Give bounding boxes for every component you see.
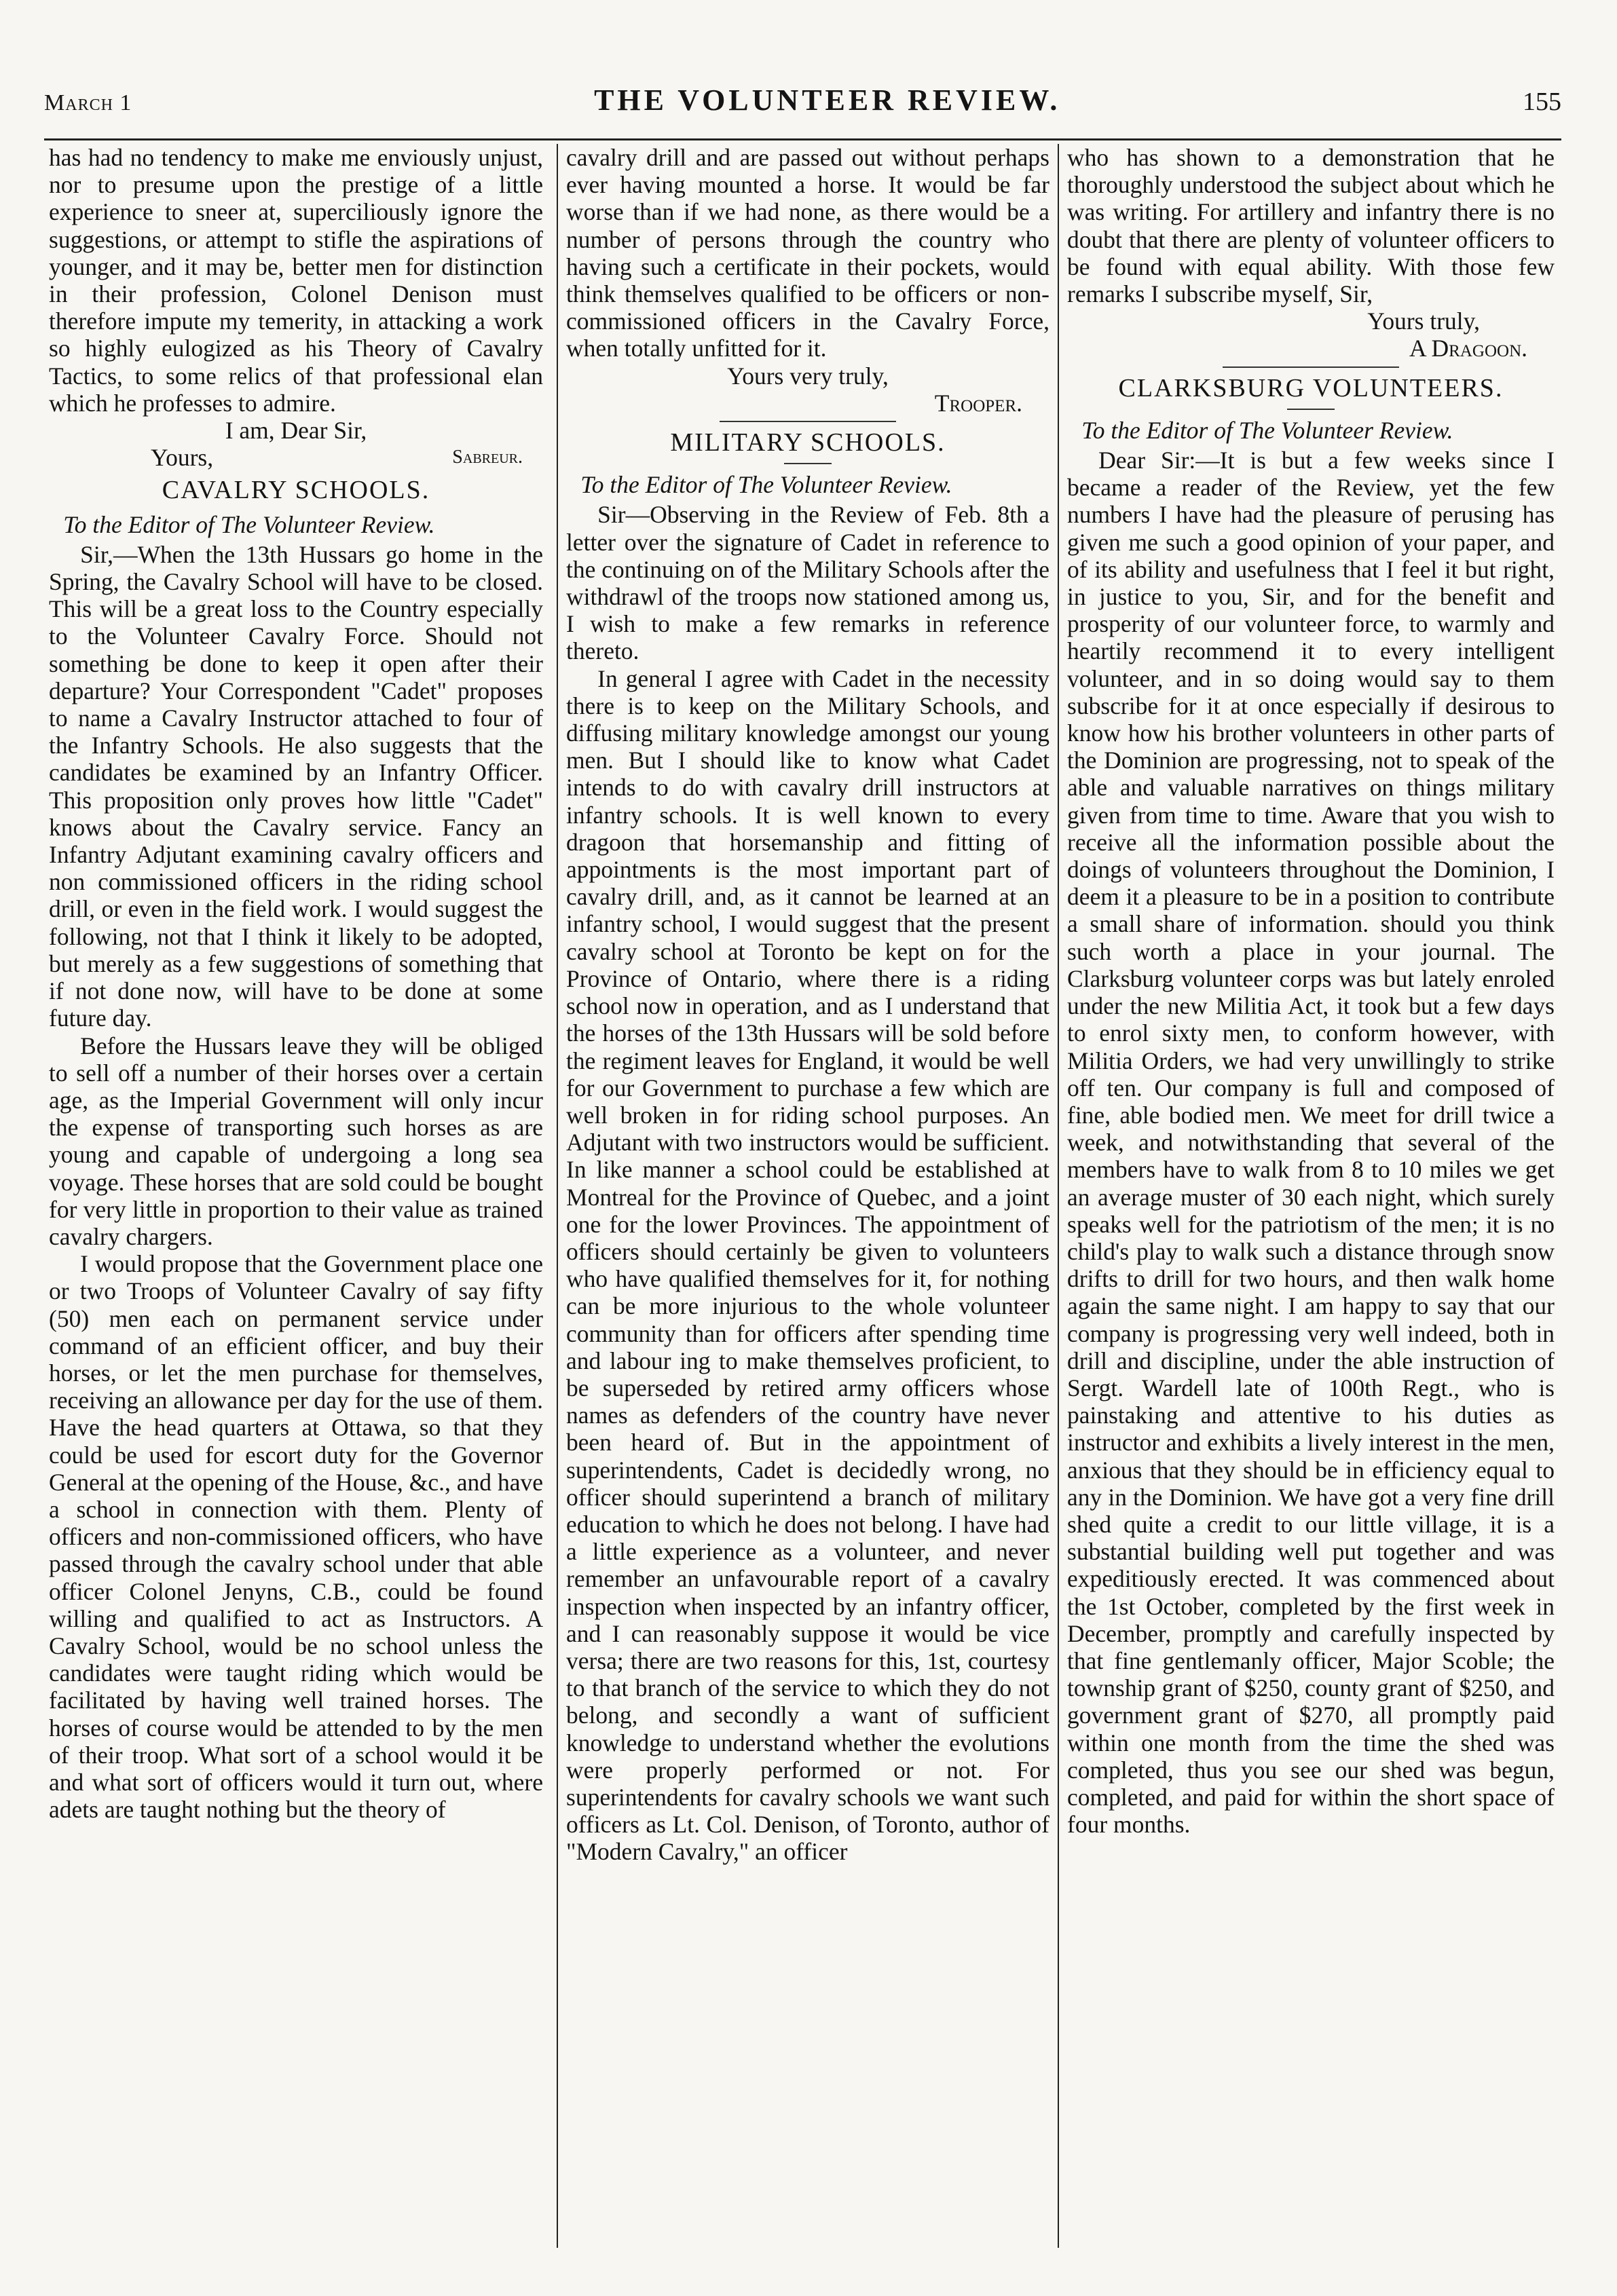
section-rule [1223, 366, 1399, 368]
column-2 [566, 144, 1049, 2268]
signature-line [49, 444, 543, 471]
paragraph: Sir,—When the 13th Hussars go home in the Spring, the Cavalry School will have to be closed. This will be a great loss to the Country especially to the Volunteer Cavalry Force. Should not something be done to keep it open after their departure? Your Correspondent "Cadet" proposes to name a Cavalry Instructor attached to four of the Infantry Schools. He also suggests that the candidates be examined by an Infantry Officer. This proposition only proves how little "Cadet" knows about the Cavalry service. Fancy an Infantry Adjutant examining cavalry officers and non commissioned officers in the riding school drill, or even in the field work. I would suggest the following, not that I think it likely to be adopted, but merely as a few suggestions of something that if not done now, will have to be done at some future day. [49, 540, 543, 1032]
column-3 [1067, 144, 1555, 2268]
article-title: MILITARY SCHOOLS. [670, 428, 946, 457]
column-1 [49, 144, 543, 2268]
masthead: THE VOLUNTEER REVIEW. [594, 83, 1061, 117]
section-rule [720, 421, 896, 422]
header-rule [44, 138, 1561, 140]
to-editor-line: To the Editor of The Volunteer Review. [580, 471, 952, 499]
page-number: 155 [1523, 88, 1561, 116]
closing-line: Yours truly, [1367, 307, 1480, 335]
column-divider [557, 144, 558, 2248]
section-rule [784, 463, 832, 464]
issue-date: March 1 [44, 90, 132, 115]
column-divider [1058, 144, 1059, 2248]
paragraph: who has shown to a demonstration that he thoroughly understood the subject about which he was writing. For artillery and infantry there is no doubt that there are plenty of volunteer officers to be found with equal ability. With those few remarks I subscribe myself, Sir, [1067, 144, 1555, 308]
to-editor-line: To the Editor of The Volunteer Review. [1081, 416, 1453, 444]
paragraph: cavalry drill and are passed out without perhaps ever having mounted a horse. It would be far worse than if we had none, as there would be a number of persons through the country who having such a certificate in their pockets, would think themselves qualified to be officers or non-commissioned officers in the Cavalry Force, when totally unfitted for it. [566, 144, 1049, 362]
closing-line: Yours, [151, 444, 214, 472]
closing-line: Yours very truly, [727, 362, 889, 390]
paragraph: Before the Hussars leave they will be obliged to sell off a number of their horses over a certain age, as the Imperial Government will only incur the expense of transporting such horses as are young and capable of undergoing a long sea voyage. These horses that are sold could be bought for very little in proportion to their value as trained cavalry chargers. [49, 1032, 543, 1250]
paragraph: In general I agree with Cadet in the necessity there is to keep on the Military Schools, and diffusing military knowledge amongst our young men. But I should like to know what Cadet intends to do with cavalry drill instructors at infantry schools. It is well known to every dragoon that horsemanship and fitting of appointments is the most important part of cavalry drill, and, as it cannot be learned at an infantry school, I would suggest that the present cavalry school at Toronto be kept on for the Province of Ontario, where there is a riding school now in operation, and as I understand that the horses of the 13th Hussars will be sold before the regiment leaves for England, it would be well for our Government to purchase a few which are well broken in for riding school purposes. An Adjutant with two instructors would be sufficient. In like manner a school could be established at Montreal for the Province of Quebec, and a joint one for the lower Provinces. The appointment of officers should certainly be given to volunteers who have qualified themselves for it, for nothing can be more injurious to the whole volunteer community than for officers after spending time and labour ing to make themselves proficient, to be superseded by retired army officers whose names as defenders of the country have never been heard of. But in the appointment of superintendents, Cadet is decidedly wrong, no officer should superintend a branch of military education to which he does not belong. I have had a little experience as a volunteer, and never remember an unfavourable report of a cavalry inspection when inspected by an infantry officer, and I can reasonably suppose it would be vice versa; there are two reasons for this, 1st, courtesy to that branch of the service to which they do not belong, and secondly a want of sufficient knowledge to understand whether the evolutions were properly performed or not. For superintendents for cavalry schools we want such officers as Lt. Col. Denison, of Toronto, author of "Modern Cavalry," an officer [566, 664, 1049, 1866]
page-header [44, 83, 1561, 137]
paragraph: has had no tendency to make me enviously unjust, nor to presume upon the prestige of a little experience to sneer at, superciliously ignore the suggestions, or attempt to stifle the aspirations of younger, and it may be, better men for distinction in their profession, Colonel Denison must therefore impute my temerity, in attacking a work so highly eulogized as his Theory of Cavalry Tactics, to some relics of that professional elan which he professes to admire. [49, 144, 543, 417]
article-title: CLARKSBURG VOLUNTEERS. [1118, 373, 1504, 402]
paragraph: Sir—Observing in the Review of Feb. 8th a letter over the signature of Cadet in reference to the continuing on of the Military Schools after the withdrawl of the troops now stationed among us, I wish to make a few remarks in reference thereto. [566, 501, 1049, 665]
signature: A Dragoon. [1409, 335, 1527, 362]
paragraph: I would propose that the Government place one or two Troops of Volunteer Cavalry of say fifty (50) men each on permanent service under command of an efficient officer, and buy their horses, or let the men purchase for themselves, receiving an allowance per day for the use of them. Have the head quarters at Ottawa, so that they could be used for escort duty for the Governor General at the opening of the House, &c., and have a school in connection with them. Plenty of officers and non-commissioned officers, who have passed through the cavalry school under that able officer Colonel Jenyns, C.B., could be found willing and qualified to act as Instructors. A Cavalry School, would be no school unless the candidates were taught riding which would be facilitated by having well trained horses. The horses of course would be attended to by the men of their troop. What sort of a school would it be and what sort of officers would it turn out, where adets are taught nothing but the theory of [49, 1250, 543, 1824]
paragraph: Dear Sir:—It is but a few weeks since I became a reader of the Review, yet the few numbers I have had the pleasure of perusing has given me such a good opinion of your paper, and of its ability and usefulness that I feel it but right, in justice to you, Sir, and for the benefit and prosperity of our volunteer force, to warmly and heartily recommend it to every intelligent volunteer, and in so doing would say to them subscribe for it at once especially if desirous to know how his brother volunteers in other parts of the Dominion are progressing, not to speak of the able and valuable narratives on things military given from time to time. Aware that you wish to receive all the information possible about the doings of volunteers throughout the Dominion, I deem it a pleasure to be in a position to contribute a small share of information. should you think such worth a place in your journal. The Clarksburg volunteer corps was but lately enroled under the new Militia Act, it took but a few days to enrol sixty men, to conform however, with Militia Orders, we had very unwillingly to strike off ten. Our company is full and composed of fine, able bodied men. We meet for drill twice a week, and notwithstanding that several of the members have to walk from 8 to 10 miles we get an average muster of 30 each night, which surely speaks well for the patriotism of the men; it is no child's play to walk such a distance through snow drifts to drill for two hours, and then walk home again the same night. I am happy to say that our company is progressing very well indeed, both in drill and discipline, under the able instruction of Sergt. Wardell late of 100th Regt., who is painstaking and attentive to his duties as instructor and exhibits a lively interest in the men, anxious that they should be in efficiency equal to any in the Dominion. We have got a very fine drill shed quite a credit to our little village, it is a substantial building well put together and was expeditiously erected. It was commenced about the 1st October, completed by the first week in December, promptly and carefully inspected by that fine gentlemanly officer, Major Scoble; the township grant of $250, county grant of $250, and government grant of $270, all promptly paid within one month from the time the shed was completed, thus you see our shed was begun, completed, and paid for within the short space of four months. [1067, 447, 1555, 1839]
section-rule [1287, 409, 1335, 410]
signature: Sabreur. [452, 447, 523, 468]
signature: Trooper. [934, 389, 1022, 417]
to-editor-line: To the Editor of The Volunteer Review. [63, 510, 435, 538]
article-title: CAVALRY SCHOOLS. [162, 476, 430, 505]
closing-line: I am, Dear Sir, [225, 417, 367, 445]
